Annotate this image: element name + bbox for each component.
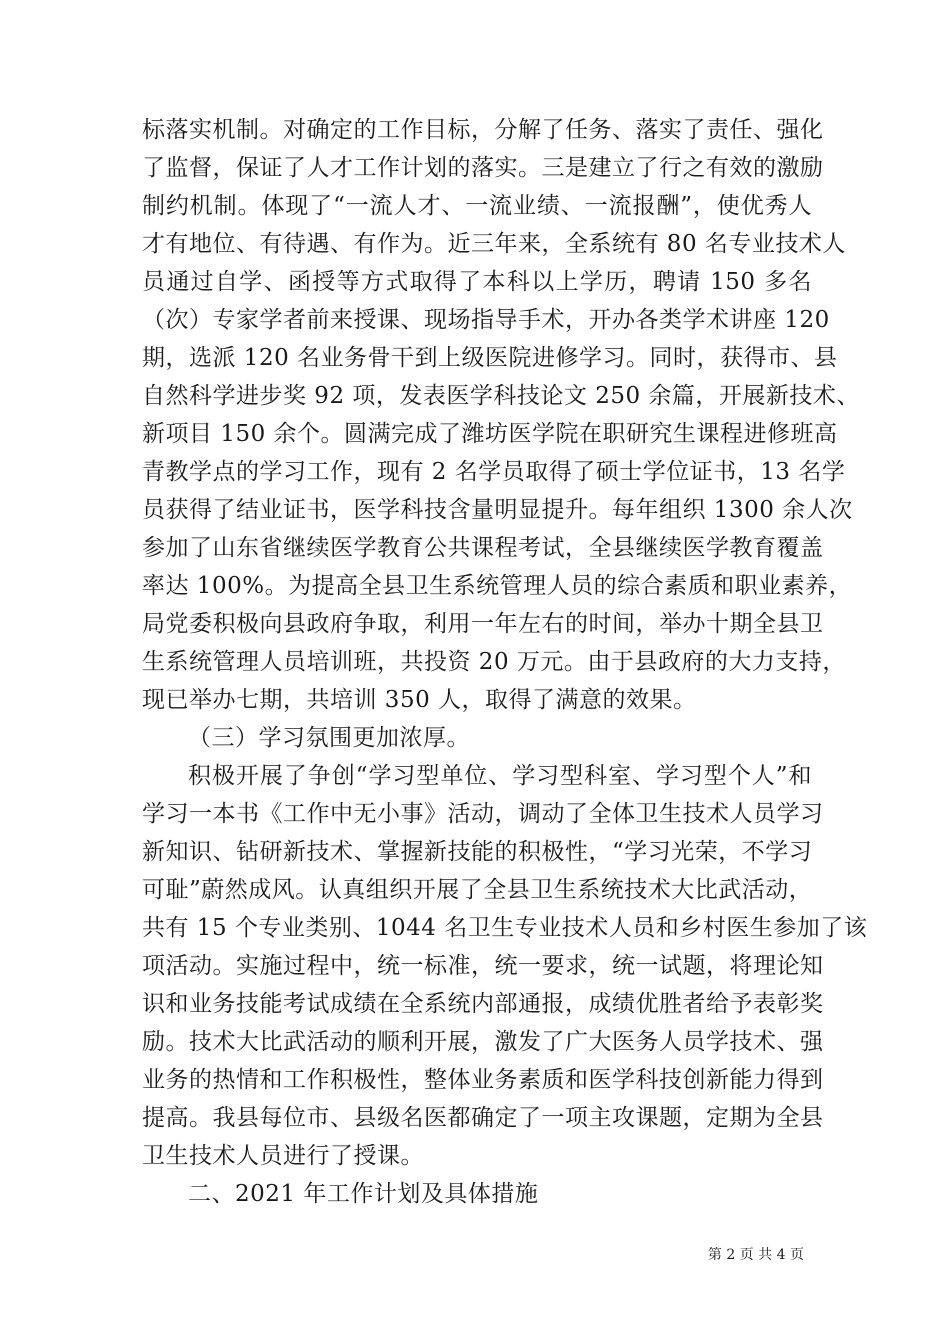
text-line: 才有地位、有待遇、有作为。近三年来，全系统有 80 名专业技术人	[142, 231, 846, 257]
text-line: 学习一本书《工作中无小事》活动，调动了全体卫生技术人员学习	[142, 801, 824, 827]
text-line: （次）专家学者前来授课、现场指导手术，开办各类学术讲座 120	[142, 307, 830, 333]
page-number: 第 2 页 共 4 页	[707, 1247, 804, 1263]
text-line: 期，选派 120 名业务骨干到上级医院进修学习。同时，获得市、县	[142, 345, 838, 371]
text-line: 了监督，保证了人才工作计划的落实。三是建立了行之有效的激励	[142, 155, 824, 181]
text-line: 共有 15 个专业类别、1044 名卫生专业技术人员和乡村医生参加了该	[142, 915, 868, 941]
text-line: 项活动。实施过程中，统一标准，统一要求，统一试题，将理论知	[142, 953, 824, 979]
section-heading: （三）学习氛围更加浓厚。	[188, 725, 470, 751]
text-line: 积极开展了争创“学习型单位、学习型科室、学习型个人”和	[188, 763, 812, 789]
text-line: 现已举办七期，共培训 350 人，取得了满意的效果。	[142, 687, 697, 713]
text-line: 制约机制。体现了“一流人才、一流业绩、一流报酬”，使优秀人	[142, 193, 812, 219]
text-line: 青教学点的学习工作，现有 2 名学员取得了硕士学位证书，13 名学	[142, 459, 846, 485]
text-line: 标落实机制。对确定的工作目标，分解了任务、落实了责任、强化	[142, 117, 824, 143]
text-line: 参加了山东省继续医学教育公共课程考试，全县继续医学教育覆盖	[142, 535, 824, 561]
text-line: 卫生技术人员进行了授课。	[142, 1143, 424, 1169]
text-line: 识和业务技能考试成绩在全系统内部通报，成绩优胜者给予表彰奖	[142, 991, 824, 1017]
text-line: 员通过自学、函授等方式取得了本科以上学历，聘请 150 多名	[142, 269, 812, 295]
text-line: 新知识、钻研新技术、掌握新技能的积极性，“学习光荣，不学习	[142, 839, 813, 865]
section-heading: 二、2021 年工作计划及具体措施	[188, 1181, 539, 1207]
text-line: 率达 100%。为提高全县卫生系统管理人员的综合素质和职业素养，	[142, 573, 853, 599]
text-line: 生系统管理人员培训班，共投资 20 万元。由于县政府的大力支持，	[142, 649, 846, 675]
text-line: 励。技术大比武活动的顺利开展，激发了广大医务人员学技术、强	[142, 1029, 824, 1055]
text-line: 局党委积极向县政府争取，利用一年左右的时间，举办十期全县卫	[142, 611, 824, 637]
text-line: 提高。我县每位市、县级名医都确定了一项主攻课题，定期为全县	[142, 1105, 824, 1131]
text-line: 新项目 150 余个。圆满完成了潍坊医学院在职研究生课程进修班高	[142, 421, 838, 447]
text-line: 员获得了结业证书，医学科技含量明显提升。每年组织 1300 余人次	[142, 497, 853, 523]
text-line: 可耻”蔚然成风。认真组织开展了全县卫生系统技术大比武活动，	[142, 877, 813, 903]
text-line: 自然科学进步奖 92 项，发表医学科技论文 250 余篇，开展新技术、	[142, 383, 860, 409]
text-line: 业务的热情和工作积极性，整体业务素质和医学科技创新能力得到	[142, 1067, 824, 1093]
